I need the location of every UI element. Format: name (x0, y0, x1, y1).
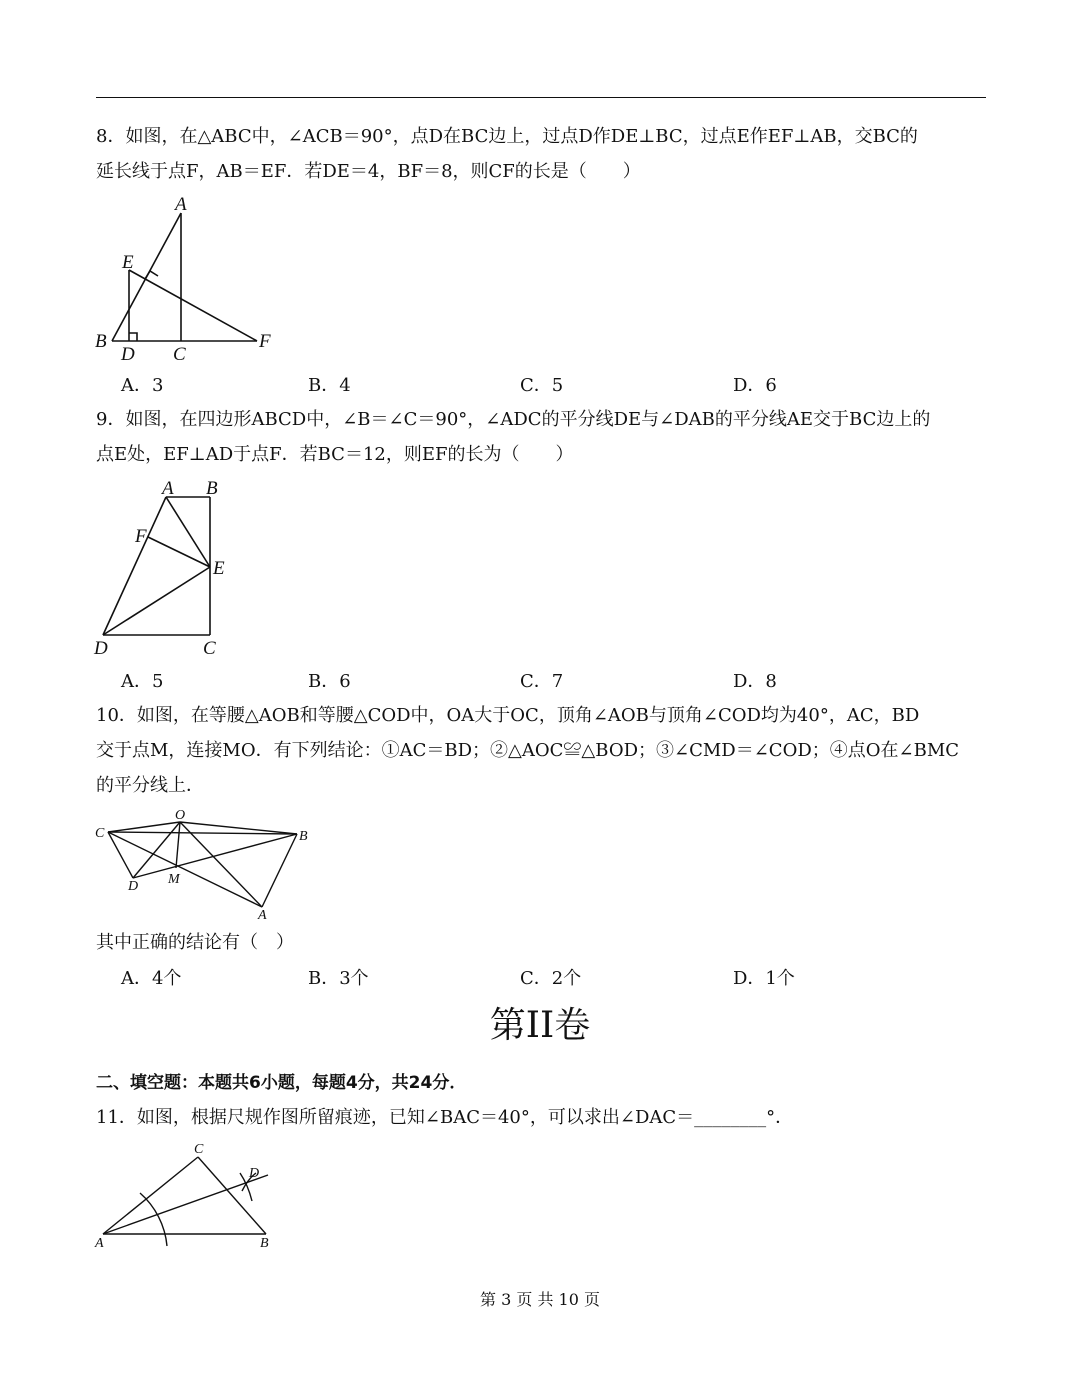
q8-label-a: A (175, 194, 187, 215)
q9-label-b: B (206, 478, 218, 499)
q10-figure (90, 805, 320, 925)
q9-option-a[interactable]: A．5 (121, 671, 164, 692)
q9-option-c[interactable]: C．7 (520, 671, 564, 692)
q10-label-d: D (128, 879, 139, 894)
q8-label-e: E (122, 252, 134, 273)
q8-text-line1: 8．如图，在△ABC中，∠ACB＝90°，点D在BC边上，过点D作DE⊥BC，过点E作EF⊥AB，交BC的 (96, 126, 918, 147)
q10-label-b: B (299, 829, 308, 844)
q8-label-d: D (121, 344, 135, 365)
q8-option-d[interactable]: D．6 (733, 375, 777, 396)
q11-label-d: D (249, 1166, 260, 1181)
section-heading: 二、填空题：本题共6小题，每题4分，共24分． (96, 1073, 467, 1093)
q8-label-c: C (173, 344, 186, 365)
q10-option-d[interactable]: D．1个 (733, 968, 795, 989)
q9-text-line1: 9．如图，在四边形ABCD中，∠B＝∠C＝90°，∠ADC的平分线DE与∠DAB的平分线AE交于BC边上的 (96, 409, 931, 430)
q10-option-b[interactable]: B．3个 (308, 968, 369, 989)
q9-label-a: A (162, 478, 174, 499)
q11-label-a: A (95, 1236, 104, 1251)
q10-question: 其中正确的结论有（ ） (96, 932, 294, 953)
q10-label-a: A (258, 908, 267, 923)
q9-option-b[interactable]: B．6 (308, 671, 351, 692)
q8-option-a[interactable]: A．3 (121, 375, 164, 396)
header-rule (96, 97, 986, 98)
q10-text-line1: 10．如图，在等腰△AOB和等腰△COD中，OA大于OC，顶角∠AOB与顶角∠COD均为40°，AC，BD (96, 705, 920, 726)
q10-label-m: M (168, 872, 180, 887)
q8-option-c[interactable]: C．5 (520, 375, 564, 396)
q8-figure (90, 190, 290, 365)
q9-option-d[interactable]: D．8 (733, 671, 777, 692)
q9-label-e: E (213, 558, 225, 579)
q10-option-c[interactable]: C．2个 (520, 968, 582, 989)
q9-label-d: D (94, 638, 108, 659)
q8-text-line2: 延长线于点F，AB＝EF．若DE＝4，BF＝8，则CF的长是（ ） (96, 161, 641, 182)
q11-text-line1: 11．如图，根据尺规作图所留痕迹，已知∠BAC＝40°，可以求出∠DAC＝________°． (96, 1107, 794, 1128)
q11-label-c: C (194, 1142, 204, 1157)
q10-text-line2: 交于点M，连接MO．有下列结论：①AC＝BD；②△AOC≌△BOD；③∠CMD＝∠COD；④点O在∠BMC (96, 740, 960, 761)
q9-figure (90, 475, 250, 660)
q9-text-line2: 点E处，EF⊥AD于点F．若BC＝12，则EF的长为（ ） (96, 444, 574, 465)
section-title: 第II卷 (489, 1005, 591, 1046)
q8-label-f: F (259, 331, 271, 352)
q11-label-b: B (260, 1236, 269, 1251)
q10-label-c: C (95, 826, 105, 841)
q10-text-line3: 的平分线上． (96, 775, 204, 796)
q10-option-a[interactable]: A．4个 (121, 968, 182, 989)
q8-label-b: B (95, 331, 107, 352)
q11-figure (90, 1135, 290, 1260)
q9-label-f: F (135, 526, 147, 547)
q9-label-c: C (203, 638, 216, 659)
page-footer: 第 3 页 共 10 页 (480, 1290, 600, 1309)
q10-label-o: O (175, 808, 186, 823)
q8-option-b[interactable]: B．4 (308, 375, 351, 396)
